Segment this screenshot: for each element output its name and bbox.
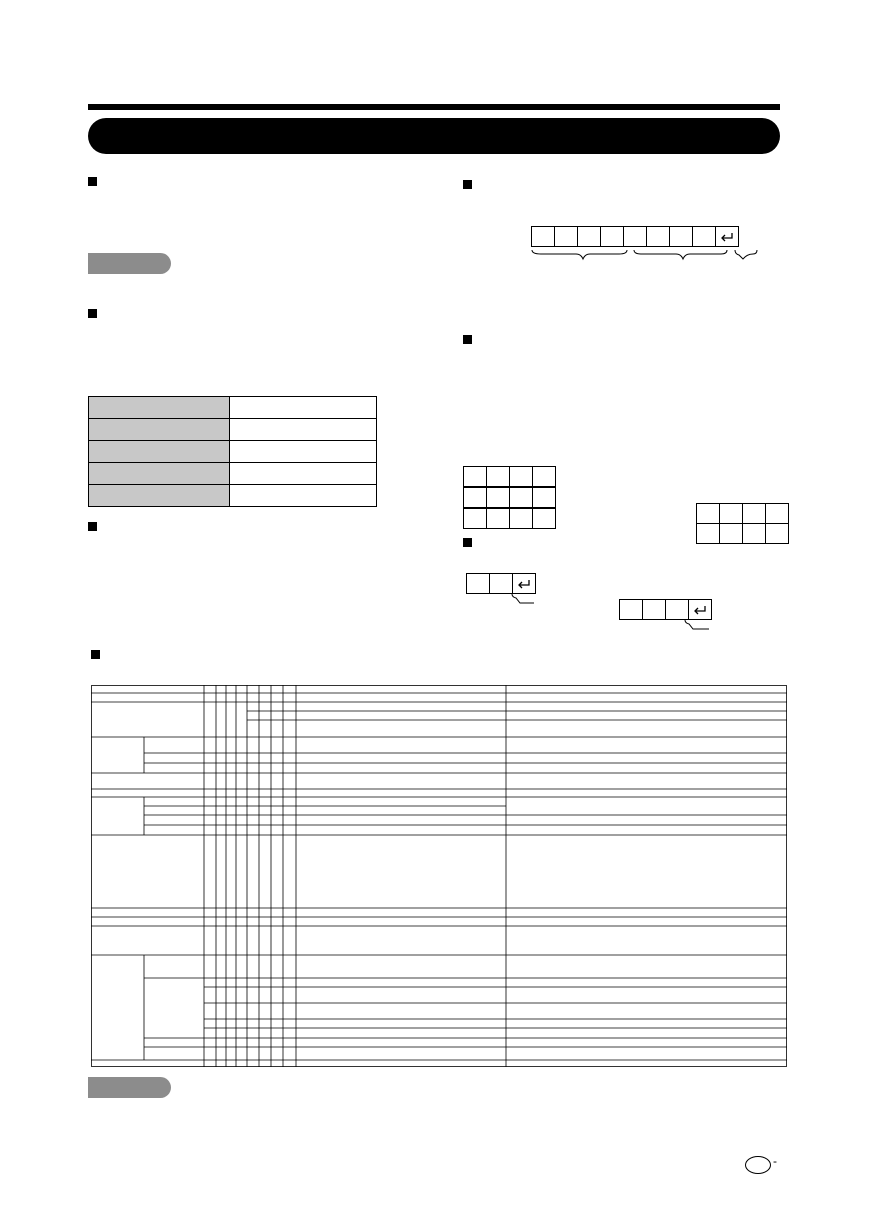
parameter-char-box [532,466,556,487]
table-row [89,419,377,441]
section-title-bar [88,118,780,154]
parameter-char-box [742,503,766,524]
note-label [88,1077,171,1098]
parameter-char-box [486,466,510,487]
square-bullet-icon [88,177,97,186]
parameter-char-box [692,226,716,247]
square-bullet-icon [91,650,100,659]
parameter-char-box [742,523,766,544]
enter-key-icon [512,573,536,594]
parameter-char-box [509,487,533,508]
parameter-char-box [486,508,510,529]
parameter-example-boxes [463,508,555,529]
table-cell [230,463,377,485]
parameter-char-box [765,503,789,524]
square-bullet-icon [463,335,472,344]
table-cell [89,485,230,507]
parameter-table [88,396,377,507]
response-char-box [642,599,666,620]
enter-key-icon [715,226,739,247]
parameter-char-box [719,503,743,524]
table-row [89,397,377,419]
note-label [88,253,171,274]
parameter-example-boxes [463,466,555,487]
response-char-box [466,573,490,594]
table-cell [89,463,230,485]
command-table [91,685,787,1067]
command-char-box [600,226,624,247]
table-cell [230,485,377,507]
table-cell [230,441,377,463]
parameter-char-box [623,226,647,247]
parameter-char-box [669,226,693,247]
command-format-boxes [531,226,739,247]
parameter-char-box [463,508,487,529]
parameter-char-box [463,466,487,487]
table-cell [89,419,230,441]
table-cell [89,441,230,463]
response-char-box [665,599,689,620]
parameter-char-box [696,503,720,524]
header-rule [88,104,780,110]
response-brace [510,593,540,605]
parameter-char-box [509,508,533,529]
parameter-example-boxes [463,487,555,508]
command-format-braces [531,249,761,265]
table-row [89,441,377,463]
table-row [89,463,377,485]
table-row [89,485,377,507]
response-char-box [489,573,513,594]
square-bullet-icon [463,538,472,547]
parameter-char-box [646,226,670,247]
command-char-box [531,226,555,247]
table-cell [89,397,230,419]
response-boxes [619,599,712,620]
parameter-example-boxes [696,523,788,544]
parameter-char-box [696,523,720,544]
language-badge [745,1156,771,1174]
response-brace [683,619,713,631]
enter-key-icon [688,599,712,620]
parameter-char-box [532,487,556,508]
command-char-box [577,226,601,247]
parameter-char-box [463,487,487,508]
parameter-char-box [532,508,556,529]
page-number: - [773,1154,777,1168]
response-char-box [619,599,643,620]
response-boxes [466,573,536,594]
square-bullet-icon [88,522,97,531]
parameter-char-box [509,466,533,487]
table-cell [230,419,377,441]
parameter-example-boxes [696,503,788,524]
square-bullet-icon [463,180,472,189]
parameter-char-box [765,523,789,544]
square-bullet-icon [88,309,97,318]
parameter-char-box [486,487,510,508]
table-cell [230,397,377,419]
parameter-char-box [719,523,743,544]
command-char-box [554,226,578,247]
